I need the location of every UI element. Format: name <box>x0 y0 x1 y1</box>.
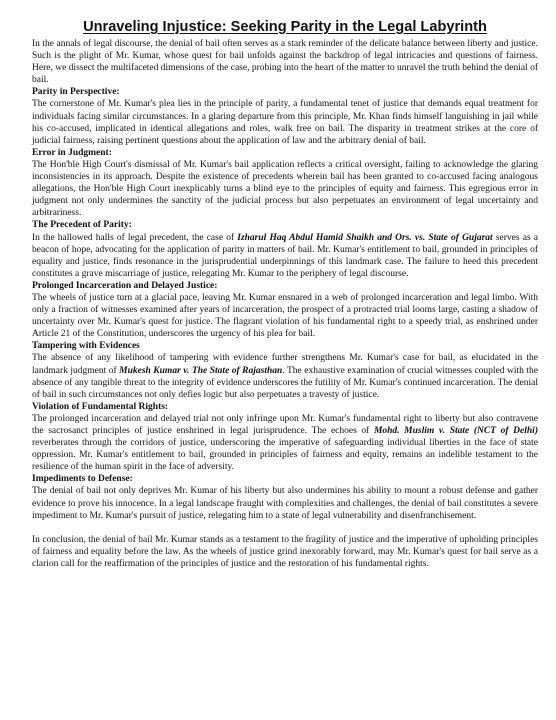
paragraph-spacer <box>32 522 538 534</box>
precedent-text-before: In the hallowed halls of legal precedent, the case of <box>32 232 238 243</box>
section-heading-rights: Violation of Fundamental Rights: <box>32 401 169 412</box>
case-citation-mukesh: Mukesh Kumar v. The State of Rajasthan <box>119 365 283 376</box>
section-heading-parity: Parity in Perspective: <box>32 87 120 98</box>
intro-paragraph: In the annals of legal discourse, the denial of bail often serves as a stark reminder of the delicate balance between liberty and justice. Such is the plight of Mr. Kumar, whose quest for bail unfolds against the backdrop of legal intricacies and questions of fairness. Here, we dissect the multifaceted dimensions of the case, probing into the heart of the matter to unravel the truth behind the denial of bail. <box>32 39 538 86</box>
section-heading-error: Error in Judgment: <box>32 147 112 158</box>
section-text-parity: The cornerstone of Mr. Kumar's plea lies in the principle of parity, a fundamental tenet of justice that demands equal treatment for individuals facing similar circumstances. In a glaring departure from this principle, Mr. Khan finds himself languishing in jail while his co-accused, implicated in identical allegations and roles, walk free on bail. The disparity in treatment strikes at the core of judicial fairness, raising pertinent questions about the application of law and the arbitrary denial of bail. <box>32 99 538 146</box>
section-text-tampering <box>32 352 538 400</box>
section-text-incarceration: The wheels of justice turn at a glacial pace, leaving Mr. Kumar ensnared in a web of prolonged incarceration and legal limbo. With only a fraction of witnesses examined after years of incarceration, the prospect of a protracted trial looms large, casting a shadow of uncertainty over Mr. Kumar's quest for justice. The flagrant violation of his fundamental right to a speedy trial, as enshrined under Article 21 of the Constitution, underscores the urgency of his plea for bail. <box>32 292 538 340</box>
section-heading-precedent: The Precedent of Parity: <box>32 220 132 231</box>
section-heading-incarceration: Prolonged Incarceration and Delayed Justice: <box>32 280 218 291</box>
section-heading-defense: Impediments to Defense: <box>32 474 133 485</box>
document-title: Unraveling Injustice: Seeking Parity in the Legal Labyrinth <box>83 19 487 35</box>
precedent-text-after: serves as a beacon of hope, advocating for the application of parity in matters of bail. Mr. Kumar's entitlement to bail, grounded in principles of equality and justice, finds resonance in the jurisprudential underpinnings of this landmark case. The failure to heed this precedent constitutes a grave miscarriage of justice, relegating Mr. Kumar to the periphery of legal discourse. <box>32 232 539 279</box>
rights-text-after: reverberates through the corridors of justice, underscoring the imperative of safeguarding individual liberties in the face of state oppression. Mr. Kumar's entitlement to bail, grounded in principles of fairness and equity, remains an indelible testament to the resilience of the human spirit in the face of adversity. <box>32 438 538 473</box>
case-citation-muslim: Mohd. Muslim v. State (NCT of Delhi) <box>373 426 538 436</box>
tampering-text-before: The absence of any likelihood of tampering with evidence further strengthens Mr. Kumar's case for bail, as elucidated in the landmark judgment of <box>32 353 538 376</box>
section-text-precedent <box>32 232 538 280</box>
rights-text-before: The prolonged incarceration and delayed trial not only infringe upon Mr. Kumar's fundamental right to liberty but also contravene the sacrosanct principles of justice enshrined in legal jurisprudence. The echoes of <box>32 413 538 436</box>
section-heading-tampering: Tampering with Evidences <box>32 341 140 352</box>
case-citation-izharul: Izharul Haq Abdul Hamid Shaikh and Ors. vs. State of Gujarat <box>237 232 493 243</box>
tampering-text-after: . The exhaustive examination of crucial witnesses coupled with the absence of any tangible threat to the integrity of evidence underscores the futility of Mr. Kumar's continued incarceration. The denial of bail in such circumstances not only defies logic but also perpetuates a travesty of justice. <box>32 365 538 400</box>
section-text-rights <box>32 413 538 473</box>
section-text-error: The Hon'ble High Court's dismissal of Mr. Kumar's bail application reflects a critical oversight, failing to acknowledge the glaring inconsistencies in its approach. Despite the existence of precedents wherein bail has been granted to co-accused facing analogous allegations, the Hon'ble High Court inexplicably turns a blind eye to the principles of equity and fairness. This egregious error in judgment not only undermines the sanctity of the judicial process but also perpetuates an environment of legal uncertainty and arbitrariness. <box>32 159 538 219</box>
section-text-defense: The denial of bail not only deprives Mr. Kumar of his liberty but also undermines his ability to mount a robust defense and gather evidence to prove his innocence. In a legal landscape fraught with complexities and challenges, the denial of bail constitutes a severe impediment to Mr. Kumar's pursuit of justice, relegating him to a state of legal vulnerability and disenfranchisement. <box>32 486 538 521</box>
conclusion-paragraph: In conclusion, the denial of bail Mr. Kumar stands as a testament to the fragility of justice and the imperative of upholding principles of fairness and equality before the law. As the wheels of justice grind inexorably forward, may Mr. Kumar's quest for bail serve as a clarion call for the reaffirmation of the principles of justice and the restoration of his fundamental rights. <box>32 534 538 569</box>
